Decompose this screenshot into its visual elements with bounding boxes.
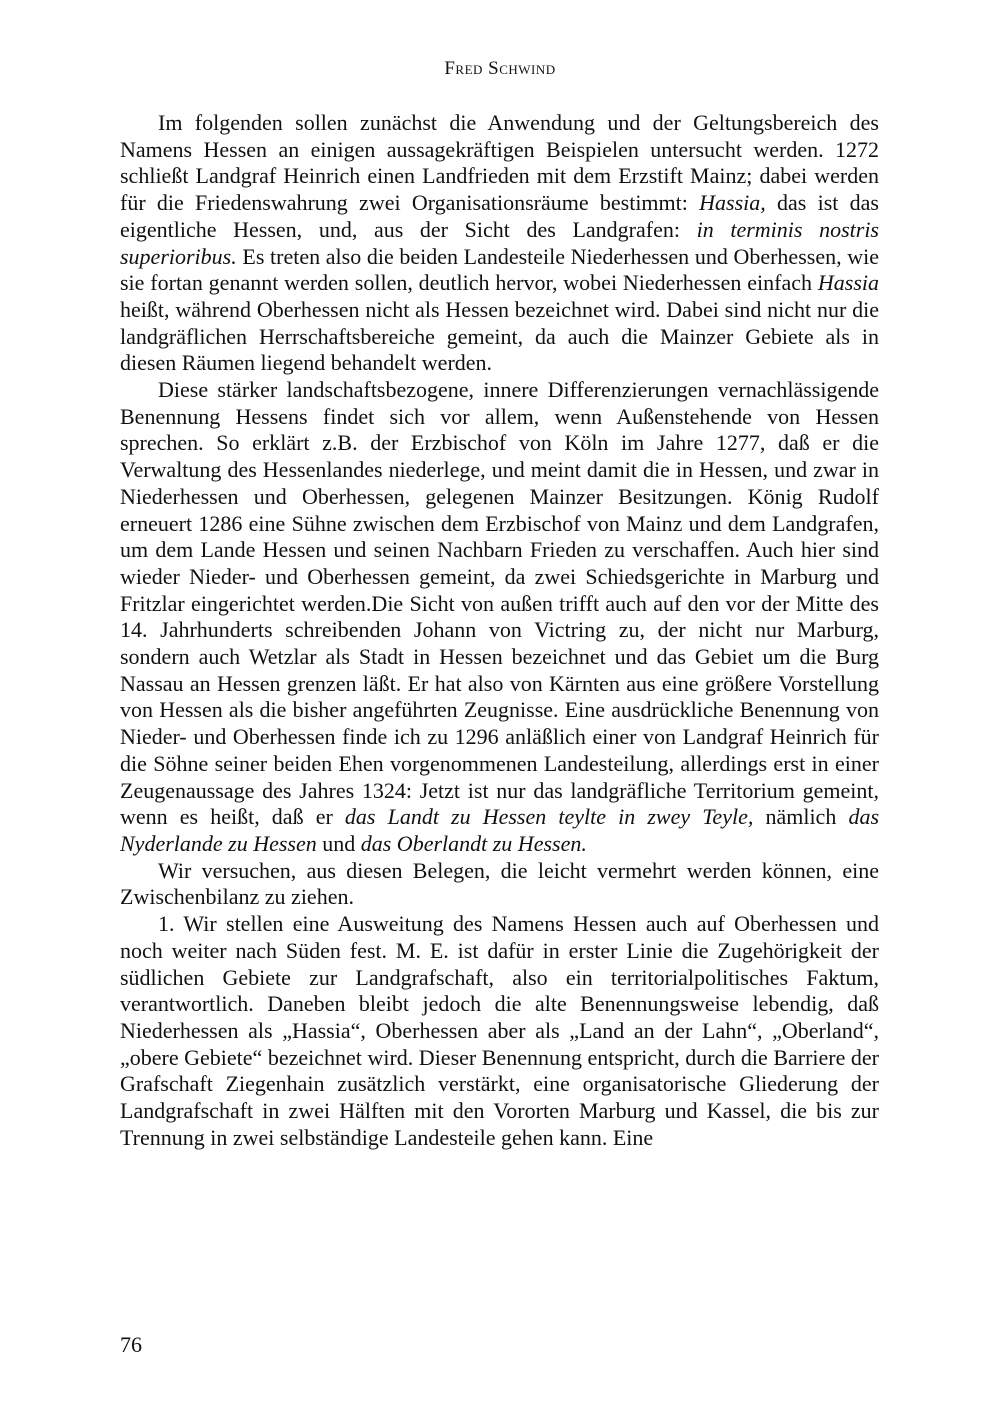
text-run: Es treten also die beiden Landesteile Niederhessen und Oberhessen, wie sie fortan genannt werden sollen, deutlich hervor, wobei Niederhessen einfach bbox=[120, 243, 879, 296]
text-run: 1. Wir stellen eine Ausweitung des Namens Hessen auch auf Oberhessen und noch weiter nach Süden fest. M. E. ist dafür in erster Linie die Zugehörigkeit der südlichen Gebiete zur Landgrafschaft, also ein territorialpolitisches Faktum, verantwortlich. Daneben bleibt jedoch die alte Benennungsweise lebendig, daß Niederhessen als „Hassia“, Oberhessen aber als „Land an der Lahn“, „Oberland“, „obere Gebiete“ bezeichnet wird. Dieser Benennung entspricht, durch die Barriere der Grafschaft Ziegenhain zusätzlich verstärkt, eine organisatorische Gliederung der Landgrafschaft in zwei Hälften mit den Vororten Marburg und Kassel, die bis zur Trennung in zwei selbständige Landesteile gehen kann. Eine bbox=[120, 911, 879, 1150]
text-run: Wir versuchen, aus diesen Belegen, die leicht vermehrt werden können, eine Zwischenbilanz zu ziehen. bbox=[120, 857, 879, 910]
text-run: nämlich bbox=[753, 804, 849, 830]
italic-quote: Hassia bbox=[817, 270, 879, 296]
paragraph bbox=[120, 858, 879, 911]
running-header: Fred Schwind bbox=[444, 58, 556, 79]
text-run: heißt, während Oberhessen nicht als Hessen bezeichnet wird. Dabei sind nicht nur die landgräflichen Herrschaftsbereiche gemeint, da auch die Mainzer Gebiete als in diesen Räumen liegend behandelt werden. bbox=[120, 296, 879, 376]
paragraph bbox=[120, 377, 879, 858]
text-run: und bbox=[316, 830, 361, 856]
italic-quote: das Landt zu Hessen teylte in zwey Teyle, bbox=[344, 804, 754, 830]
paragraph bbox=[120, 110, 879, 377]
italic-quote: das Oberlandt zu Hessen. bbox=[360, 830, 587, 856]
body-text bbox=[120, 110, 879, 1151]
italic-quote: Hassia, bbox=[699, 190, 766, 216]
page-number: 76 bbox=[120, 1332, 142, 1357]
paragraph bbox=[120, 911, 879, 1151]
italic-quote: in terminis nostris superioribus. bbox=[120, 216, 879, 269]
text-run: Diese stärker landschaftsbezogene, innere Differenzierungen vernachlässigende Benennung Hessens findet sich vor allem, wenn Außenstehende von Hessen sprechen. So erklärt z.B. der Erzbischof von Köln im Jahre 1277, daß er die Verwaltung des Hessenlandes niederlege, und meint damit die in Hessen, und zwar in Niederhessen und Oberhessen, gelegenen Mainzer Besitzungen. König Rudolf erneuert 1286 eine Sühne zwischen dem Erzbischof von Mainz und dem Landgrafen, um dem Lande Hessen und seinen Nachbarn Frieden zu verschaffen. Auch hier sind wieder Nieder- und Oberhessen gemeint, da zwei Schiedsgerichte in Marburg und Fritzlar eingerichtet werden.Die Sicht von außen trifft auch auf den vor der Mitte des 14. Jahrhunderts schreibenden Johann von Victring zu, der nicht nur Marburg, sondern auch Wetzlar als Stadt in Hessen bezeichnet und das Gebiet um die Burg Nassau an Hessen grenzen läßt. Er hat also von Kärnten aus eine größere Vorstellung von Hessen als die bisher angeführten Zeugnisse. Eine ausdrückliche Benennung von Nieder- und Oberhessen finde ich zu 1296 anläßlich einer von Landgraf Heinrich für die Söhne seiner beiden Ehen vorgenommenen Landesteilung, allerdings erst in einer Zeugenaussage des Jahres 1324: Jetzt ist nur das landgräfliche Territorium gemeint, wenn es heißt, daß er bbox=[120, 377, 879, 830]
text-run: Im folgenden sollen zunächst die Anwendung und der Geltungsbereich des Namens Hessen an einigen aussagekräftigen Beispielen untersucht werden. 1272 schließt Landgraf Heinrich einen Landfrieden mit dem Erzstift Mainz; dabei werden für die Friedenswahrung zwei Organisationsräume bestimmt: bbox=[120, 110, 879, 216]
text-run: das ist das eigentliche Hessen, und, aus der Sicht des Landgrafen: bbox=[120, 190, 879, 242]
italic-quote: das Nyderlande zu Hessen bbox=[120, 804, 880, 856]
